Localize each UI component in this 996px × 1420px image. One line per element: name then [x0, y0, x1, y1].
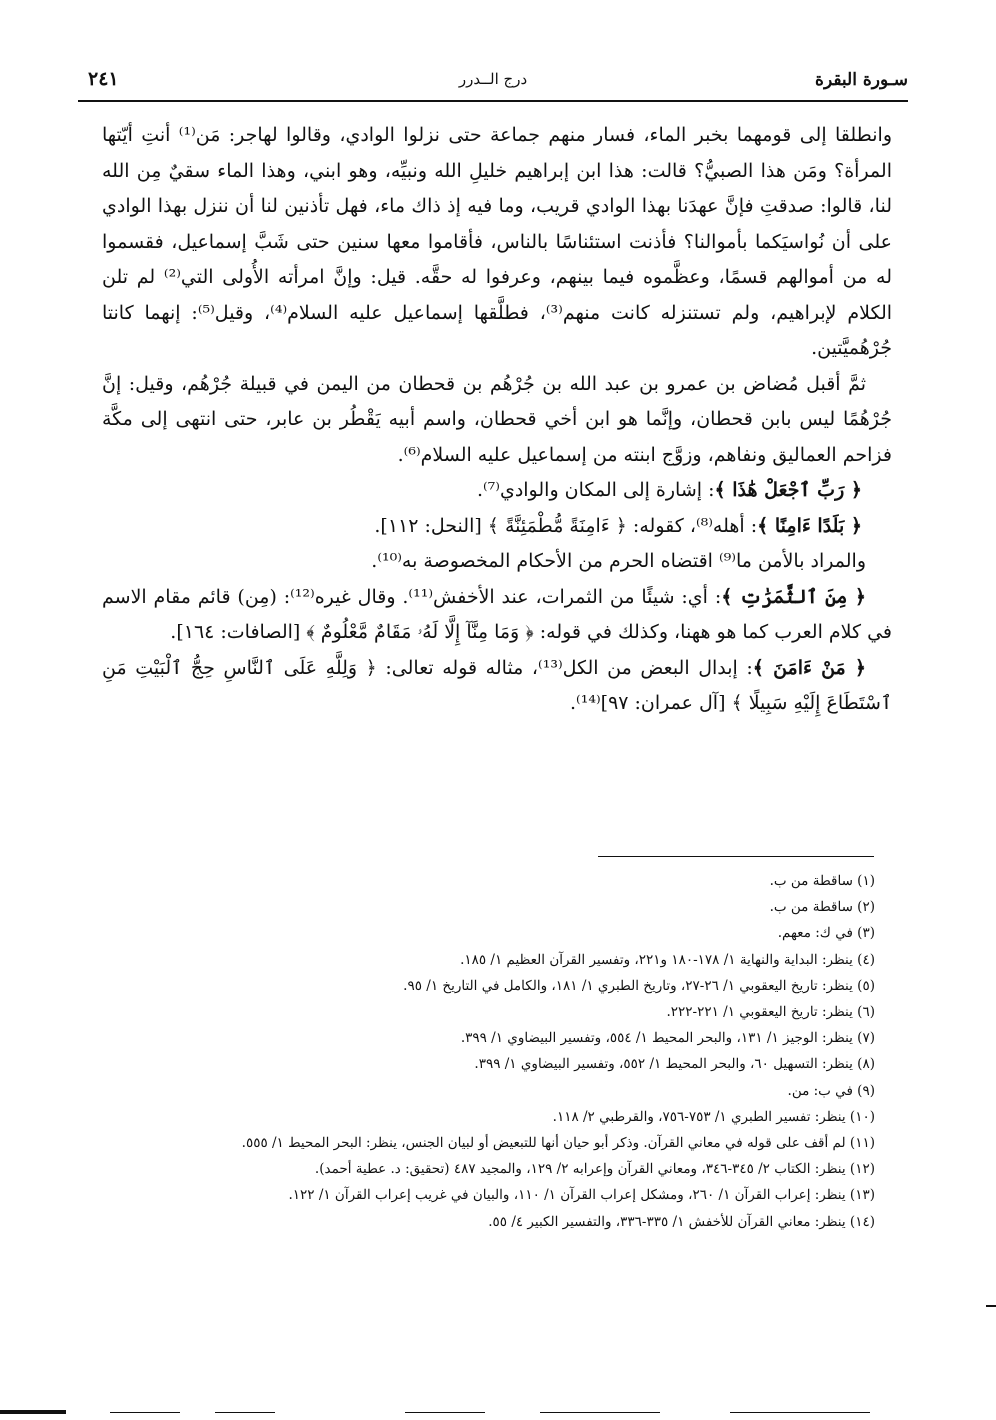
quran-quote: ﴿ مَنْ ءَامَنَ ﴾ — [752, 656, 867, 679]
footnote: (٣) في ك: معهم. — [777, 925, 875, 942]
scan-edge-mark — [0, 1410, 66, 1414]
scan-edge-mark — [540, 1412, 660, 1413]
quran-quote: ﴿ مِنَ ٱلثَّمَرَٰتِ ﴾ — [721, 585, 866, 608]
main-text — [102, 118, 892, 722]
paragraph: ثمَّ أقبل مُضاض بن عمرو بن عبد الله بن جُرْهُم بن قحطان من اليمن في قبيلة جُرْهُم، وقيل: إنَّ جُرْهُمًا ليس بابن قحطان، وإنَّما هو ابن أخي قحطان، واسم أبيه يَقْطُر بن عابر، حتى انتهى إلى مكَّة فزاحم العماليق ونفاهم، وزوَّج ابنته من إسماعيل عليه السلام⁽⁶⁾. — [102, 372, 892, 466]
scan-edge-mark — [215, 1412, 275, 1413]
quran-quote: ﴿ بَلَدًا ءَامِنًا ﴾ — [757, 514, 862, 537]
paragraph: وانطلقا إلى قومهما بخبر الماء، فسار منهم جماعة حتى نزلوا الوادي، وقالوا لهاجر: مَن⁽¹⁾ أنتِ أيّتها المرأة؟ ومَن هذا الصبيُّ؟ قالت: هذا ابن إبراهيم خليلِ الله ونبيِّه، وهو ابني، وهذا الماء سقيٌ مِن الله لنا، قالوا: صدقتِ فإنَّ عهدَنا بهذا الوادي قريب، وما فيه إذ ذاك ماء، فهل تأذنين لنا أن ننزل بهذا الوادي على أن نُواسيَكما بأموالنا؟ فأذنت استئناسًا بالناس، فأقاموا معها سنين حتى شَبَّ إسماعيل، فقسموا له من أموالهم قسمًا، وعظَّموه فيما بينهم، وعرفوا له حقَّه. قيل: وإنَّ امرأته الأُولى التي⁽²⁾ لم تلن الكلام لإبراهيم، ولم تستنزله كانت منهم⁽³⁾، فطلَّقها إسماعيل عليه السلام⁽⁴⁾، وقيل⁽⁵⁾: إنهما كانتا جُرْهُميَّتين. — [102, 124, 893, 359]
header-rule — [78, 100, 908, 102]
commentary-text: : إشارة إلى المكان والوادي⁽⁷⁾. — [476, 479, 715, 501]
footnote: (١١) لم أقف على قوله في معاني القرآن. وذكر أبو حيان أنها للتبعيض أو لبيان الجنس، ينظر: البحر المحيط ١/ ٥٥٥. — [241, 1135, 875, 1152]
commentary-text: : أي: شيئًا من الثمرات، عند الأخفش⁽¹¹⁾. وقال غيره⁽¹²⁾: (مِن) قائم مقام الاسم في كلام العرب كما هو ههنا، وكذلك في قوله: ﴿ وَمَا مِنَّآ إِلَّا لَهُۥ مَقَامٌ مَّعْلُومٌ ﴾ [الصافات: ١٦٤]. — [102, 585, 892, 643]
footnote: (١) ساقطة من ب. — [769, 873, 875, 889]
book-title: درج الــدرر — [458, 70, 528, 88]
footnote: (٧) ينظر: الوجيز ١/ ١٣١، والبحر المحيط ١/ ٥٥٤، وتفسير البيضاوي ١/ ٣٩٩. — [460, 1030, 875, 1047]
scan-edge-mark — [730, 1412, 870, 1413]
commentary-text: : إبدال البعض من الكل⁽¹³⁾، مثاله قوله تعالى: ﴿ وَلِلَّهِ عَلَى ٱلنَّاسِ حِجُّ ٱلْبَيْتِ مَنِ ٱسْتَطَاعَ إِلَيْهِ سَبِيلًا ﴾ [آل عمران: ٩٧]⁽¹⁴⁾. — [102, 656, 892, 714]
ayah-commentary — [102, 651, 892, 722]
scan-edge-mark — [986, 1305, 996, 1307]
ayah-commentary — [102, 580, 892, 651]
footnote: (١٣) ينظر: إعراب القرآن ١/ ٢٦٠، ومشكل إعراب القرآن ١/ ١١٠، والبيان في غريب إعراب القرآن ١/ ١٢٢. — [288, 1187, 875, 1204]
page-number: ٢٤١ — [88, 68, 119, 90]
ayah-commentary — [102, 473, 892, 509]
footnote: (١٠) ينظر: تفسير الطبري ١/ ٧٥٣-٧٥٦، والقرطبي ٢/ ١١٨. — [552, 1108, 875, 1125]
quran-quote: ﴿ رَبِّ ٱجْعَلْ هَٰذَا ﴾ — [714, 479, 862, 501]
footnote: (٨) ينظر: التسهيل ٦٠، والبحر المحيط ١/ ٥٥٢، وتفسير البيضاوي ١/ ٣٩٩. — [474, 1056, 875, 1073]
footnote: (٢) ساقطة من ب. — [769, 899, 875, 916]
commentary-text: : أهله⁽⁸⁾، كقوله: ﴿ ءَامِنَةً مُّطْمَئِنَّةً ﴾ [النحل: ١١٢]. — [374, 514, 758, 537]
scan-edge-mark — [405, 1412, 485, 1413]
running-header — [78, 70, 908, 96]
ayah-commentary — [102, 509, 892, 545]
scan-edge-mark — [110, 1412, 180, 1413]
surah-title: سـورة البقرة — [815, 70, 908, 90]
footnote: (٥) ينظر: تاريخ اليعقوبي ١/ ٢٦-٢٧، وتاريخ الطبري ١/ ١٨١، والكامل في التاريخ ١/ ٩٥. — [403, 977, 875, 994]
paragraph: والمراد بالأمن ما⁽⁹⁾ اقتضاه الحرم من الأحكام المخصوصة به⁽¹⁰⁾. — [371, 550, 866, 572]
footnote-separator — [598, 856, 874, 857]
footnotes — [130, 868, 875, 1235]
footnote: (٤) ينظر: البداية والنهاية ١/ ١٧٨-١٨٠ و٢٢١، وتفسير القرآن العظيم ١/ ١٨٥. — [460, 951, 875, 968]
footnote: (٦) ينظر: تاريخ اليعقوبي ١/ ٢٢١-٢٢٢. — [666, 1004, 875, 1021]
footnote: (٩) في ب: من. — [787, 1082, 875, 1099]
footnote: (١٤) ينظر: معاني القرآن للأخفش ١/ ٣٣٥-٣٣٦، والتفسير الكبير ٤/ ٥٥. — [488, 1213, 875, 1230]
footnote: (١٢) ينظر: الكتاب ٢/ ٣٤٥-٣٤٦، ومعاني القرآن وإعرابه ٢/ ١٢٩، والمجيد ٤٨٧ (تحقيق: د. عطية أحمد). — [314, 1161, 875, 1178]
